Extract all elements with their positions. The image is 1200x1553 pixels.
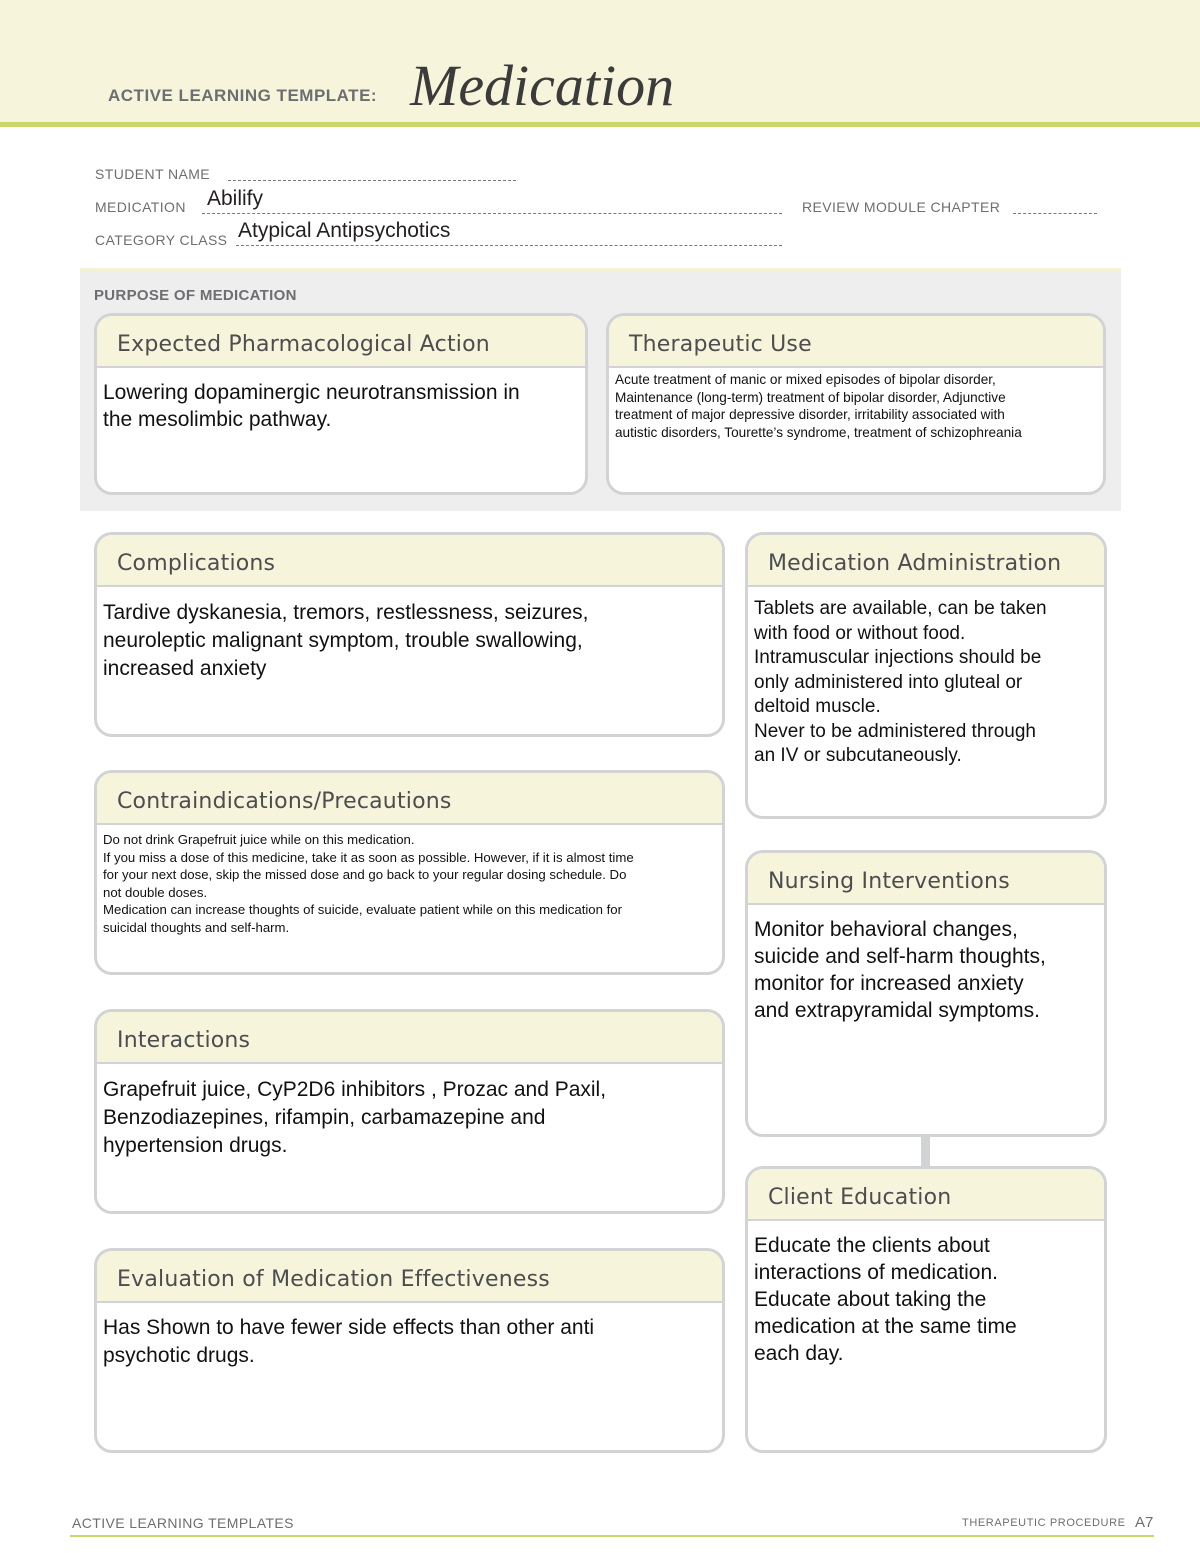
review-module-label: REVIEW MODULE CHAPTER bbox=[802, 199, 1001, 215]
complications-field[interactable]: Tardive dyskanesia, tremors, restlessness, seizures, neuroleptic malignant symptom, trouble swallowing, increased anxiety bbox=[103, 601, 589, 680]
complications-box bbox=[94, 532, 725, 737]
client-education-title: Client Education bbox=[748, 1169, 1104, 1221]
category-class-label: CATEGORY CLASS bbox=[95, 232, 228, 248]
template-label: ACTIVE LEARNING TEMPLATE: bbox=[108, 86, 378, 105]
footer-rule bbox=[70, 1535, 1154, 1537]
connector-bar bbox=[921, 1135, 930, 1166]
student-name-line bbox=[228, 180, 516, 181]
therapeutic-use-box bbox=[606, 313, 1106, 495]
client-education-box bbox=[745, 1166, 1107, 1453]
expected-action-field[interactable]: Lowering dopaminergic neurotransmission in the mesolimbic pathway. bbox=[103, 381, 520, 431]
client-education-field[interactable]: Educate the clients about interactions of medication. Educate about taking the medication at the same time each day. bbox=[754, 1234, 1017, 1365]
purpose-title: PURPOSE OF MEDICATION bbox=[94, 287, 297, 304]
medication-label: MEDICATION bbox=[95, 199, 186, 215]
interactions-field[interactable]: Grapefruit juice, CyP2D6 inhibitors , Prozac and Paxil, Benzodiazepines, rifampin, carbamazepine and hypertension drugs. bbox=[103, 1078, 607, 1157]
medication-line bbox=[202, 213, 782, 214]
medication-field[interactable]: Abilify bbox=[207, 187, 264, 210]
review-module-line bbox=[1013, 213, 1097, 214]
contraindications-box bbox=[94, 770, 725, 975]
nursing-interventions-title: Nursing Interventions bbox=[748, 853, 1104, 905]
therapeutic-use-field[interactable]: Acute treatment of manic or mixed episodes of bipolar disorder, Maintenance (long-term) treatment of bipolar disorder, Adjunctive treatment of major depressive disorder, irritability associated with autistic disorders, Tourette’s syndrome, treatment of schizophreania bbox=[615, 372, 1022, 440]
category-class-field[interactable]: Atypical Antipsychotics bbox=[238, 219, 451, 242]
nursing-interventions-box bbox=[745, 850, 1107, 1137]
contraindications-title: Contraindications/Precautions bbox=[97, 773, 722, 825]
footer-left: ACTIVE LEARNING TEMPLATES bbox=[72, 1515, 294, 1531]
therapeutic-use-title: Therapeutic Use bbox=[609, 316, 1103, 368]
interactions-title: Interactions bbox=[97, 1012, 722, 1064]
administration-title: Medication Administration bbox=[748, 535, 1104, 587]
template-title: Medication bbox=[410, 53, 675, 118]
evaluation-box bbox=[94, 1248, 725, 1453]
contraindications-field[interactable]: Do not drink Grapefruit juice while on this medication. If you miss a dose of this medicine, take it as soon as possible. However, if it is almost time for your next dose, skip the missed dose and go back to your regular dosing schedule. Do not double doses. Medication can increase thoughts of suicide, evaluate patient while on this medication for suicidal thoughts and self-harm. bbox=[103, 832, 634, 935]
category-class-line bbox=[236, 245, 782, 246]
nursing-interventions-field[interactable]: Monitor behavioral changes, suicide and self-harm thoughts, monitor for increased anxiety and extrapyramidal symptoms. bbox=[754, 918, 1046, 1022]
header-rule bbox=[0, 122, 1200, 127]
complications-title: Complications bbox=[97, 535, 722, 587]
expected-action-title: Expected Pharmacological Action bbox=[97, 316, 585, 368]
student-name-label: STUDENT NAME bbox=[95, 166, 210, 182]
expected-action-box bbox=[94, 313, 588, 495]
evaluation-title: Evaluation of Medication Effectiveness bbox=[97, 1251, 722, 1303]
footer-right: THERAPEUTIC PROCEDURE bbox=[962, 1517, 1126, 1529]
page-number: A7 bbox=[1135, 1514, 1154, 1531]
interactions-box bbox=[94, 1009, 725, 1214]
administration-box bbox=[745, 532, 1107, 819]
evaluation-field[interactable]: Has Shown to have fewer side effects than other anti psychotic drugs. bbox=[103, 1316, 595, 1367]
administration-field[interactable]: Tablets are available, can be taken with food or without food. Intramuscular injections should be only administered into gluteal or deltoid muscle. Never to be administered through an IV or subcutaneously. bbox=[754, 598, 1047, 766]
